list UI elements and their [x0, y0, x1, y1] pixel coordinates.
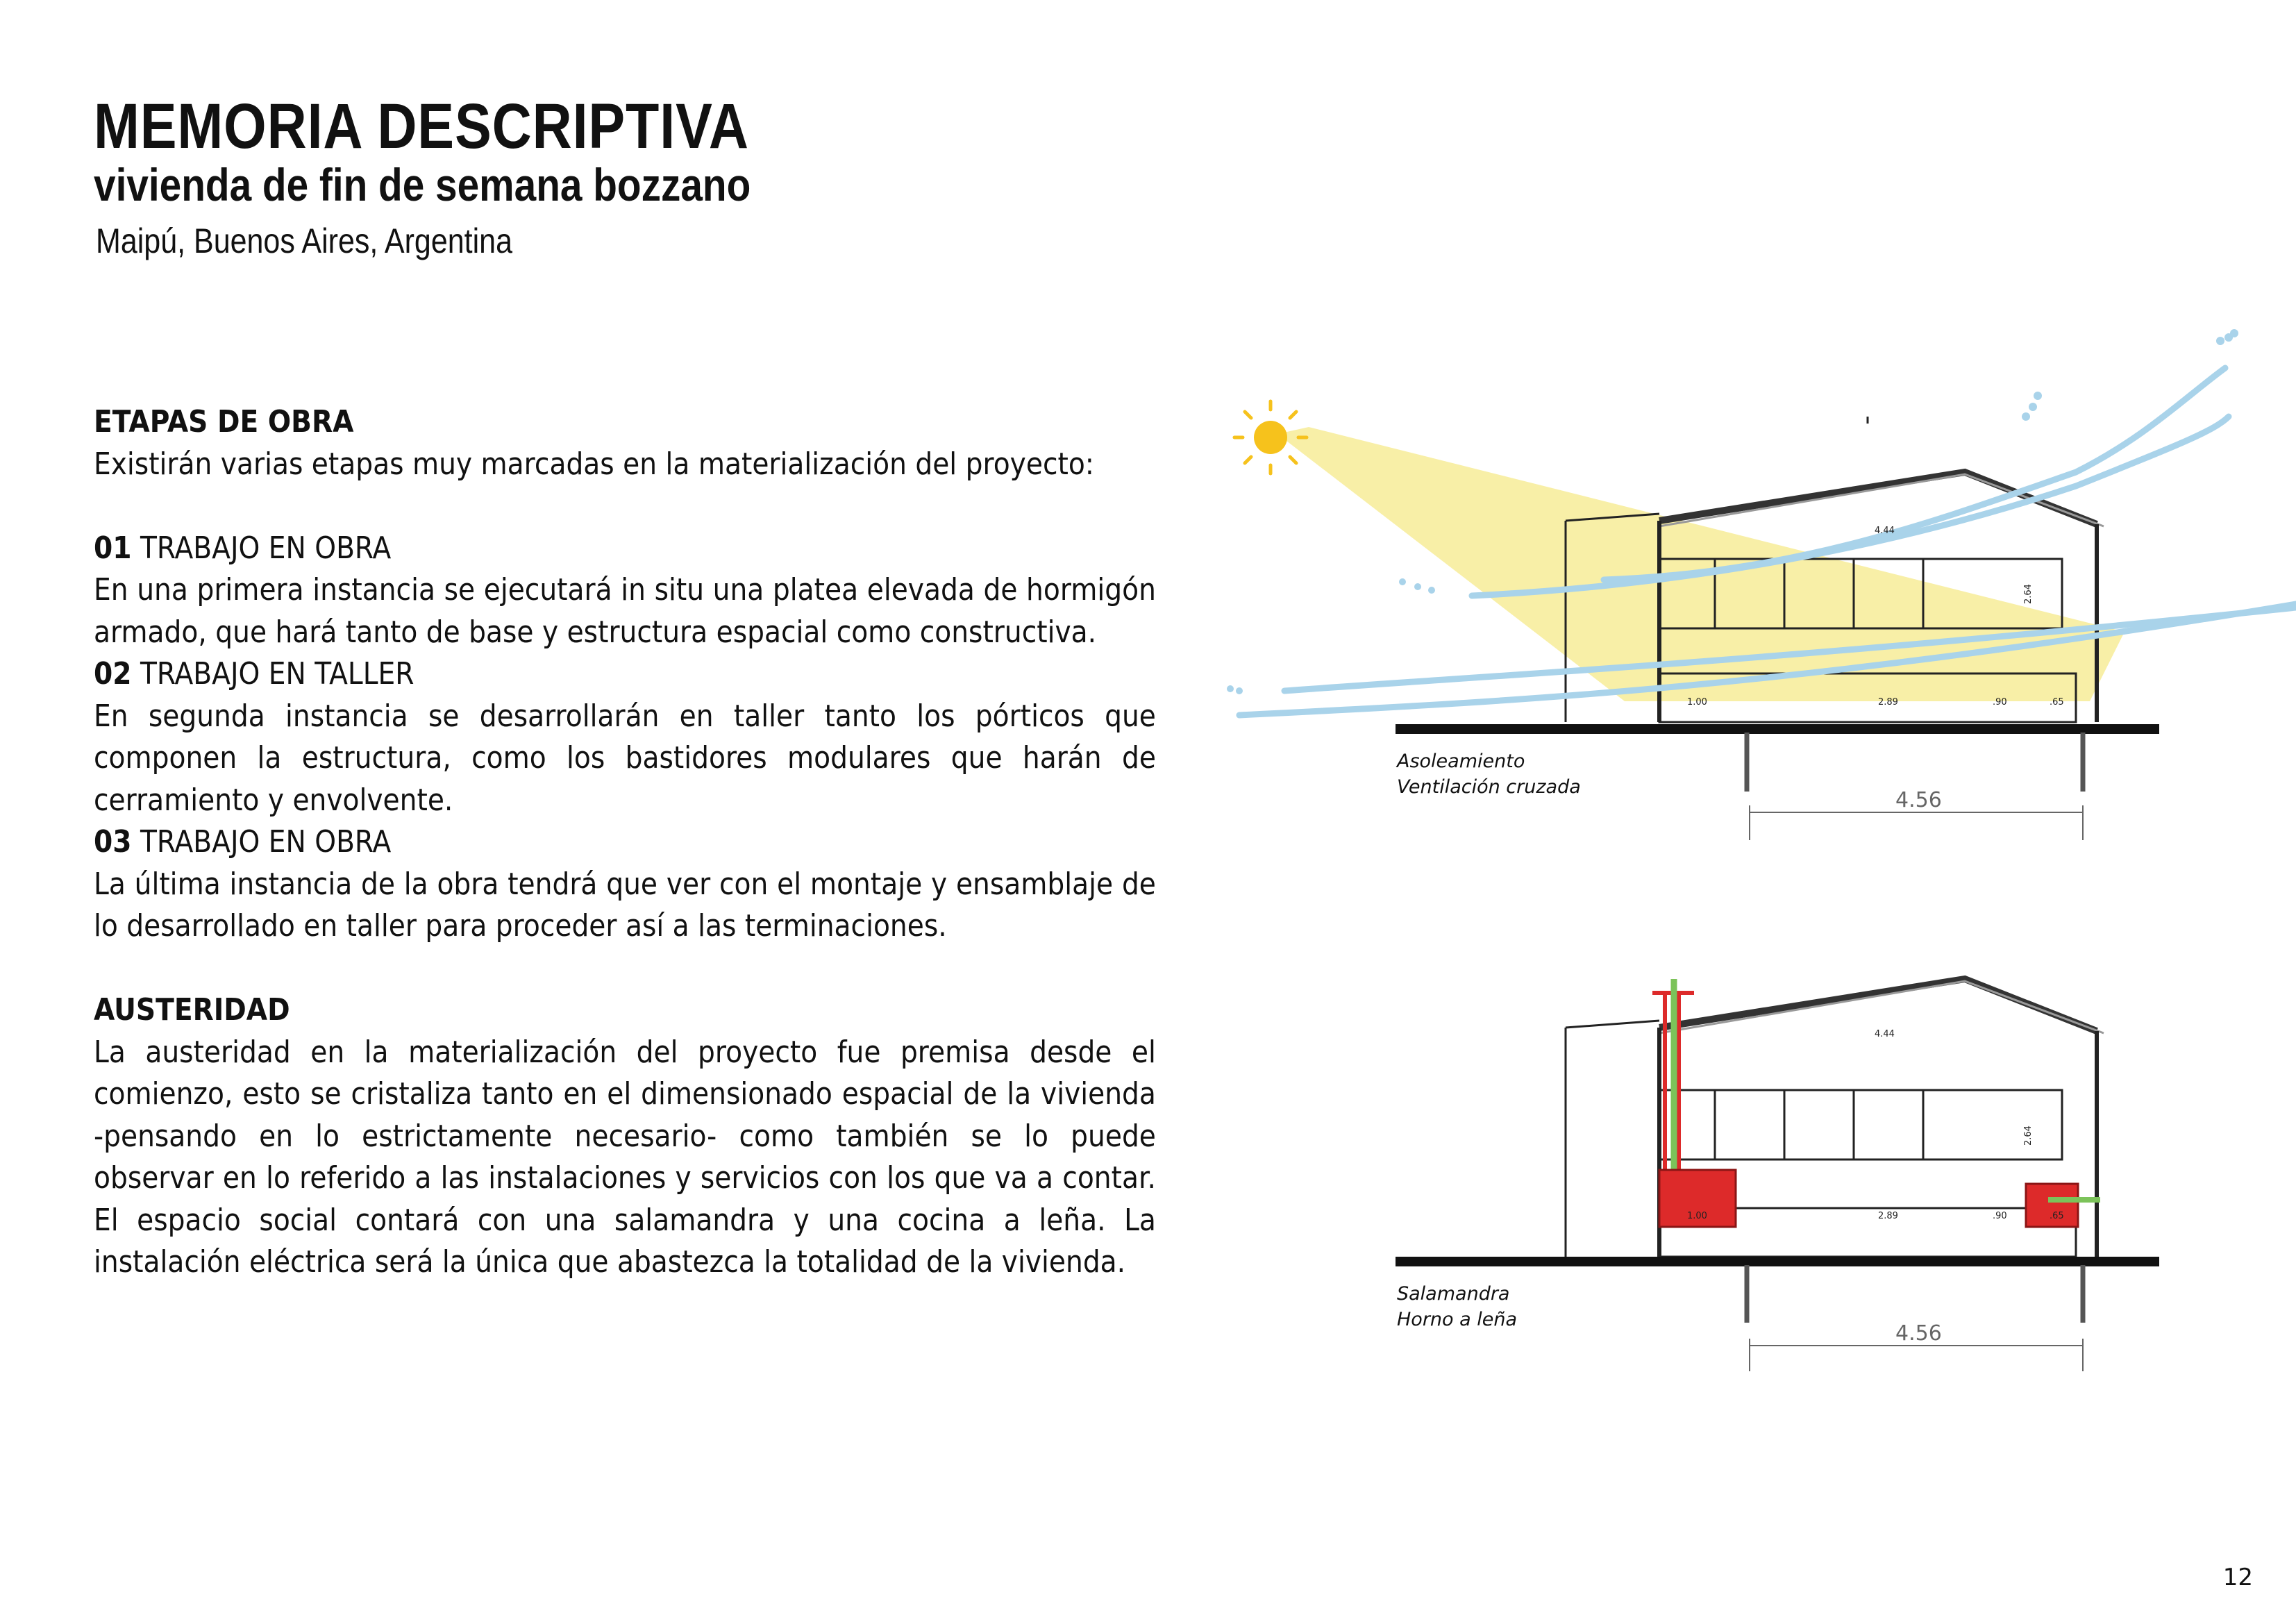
caption-line-2: Ventilación cruzada	[1397, 776, 1581, 798]
page-subtitle: vivienda de fin de semana bozzano	[94, 159, 751, 210]
dim-left: 1.00	[1687, 1211, 1707, 1221]
dim-mid: 2.89	[1878, 1211, 1898, 1221]
etapas-intro: Existirán varias etapas muy marcadas en la materialización del proyecto:	[94, 446, 1094, 482]
dim-left: 1.00	[1687, 697, 1707, 708]
text-column	[94, 401, 1156, 1284]
step-3-text: La última instancia de la obra tendrá que ver con el montaje y ensamblaje de lo desarrollado en taller para proceder así a las terminaciones.	[94, 866, 1156, 944]
dim-height: 2.64	[2023, 584, 2034, 604]
step-1-title	[94, 528, 1156, 570]
total-dimension: 4.56	[1895, 1321, 1942, 1346]
dim-d2: .65	[2050, 697, 2064, 708]
total-dimension: 4.56	[1895, 788, 1942, 812]
page-number: 12	[2222, 1564, 2253, 1591]
project-location: Maipú, Buenos Aires, Argentina	[96, 221, 512, 260]
section-diagram-sun-ventilation	[1173, 312, 2296, 854]
page-title: MEMORIA DESCRIPTIVA	[94, 91, 749, 162]
step-1-label: TRABAJO EN OBRA	[140, 530, 392, 566]
step-3-number: 03	[94, 824, 132, 860]
dim-d1: .90	[1993, 697, 2007, 708]
step-1-text: En una primera instancia se ejecutará in situ una platea elevada de hormigón armado, que hará tanto de base y estructura espacial como constructiva.	[94, 572, 1156, 650]
dim-roof: 4.44	[1875, 1029, 1895, 1039]
step-3-label: TRABAJO EN OBRA	[140, 824, 392, 860]
step-3-title	[94, 821, 1156, 864]
caption-line-1: Salamandra	[1397, 1283, 1510, 1305]
etapas-heading: ETAPAS DE OBRA	[94, 404, 354, 440]
dim-d2: .65	[2050, 1211, 2064, 1221]
step-2-number: 02	[94, 656, 132, 692]
dim-roof: 4.44	[1875, 526, 1895, 536]
caption-line-1: Asoleamiento	[1397, 751, 1525, 772]
austeridad-heading: AUSTERIDAD	[94, 992, 290, 1028]
step-1-number: 01	[94, 530, 132, 566]
dim-d1: .90	[1993, 1211, 2007, 1221]
caption-line-2: Horno a leña	[1397, 1309, 1518, 1330]
section-diagram-heating	[1319, 962, 2159, 1378]
step-2-label: TRABAJO EN TALLER	[140, 656, 414, 692]
step-2-title	[94, 653, 1156, 696]
dim-height: 2.64	[2023, 1125, 2034, 1146]
austeridad-text: La austeridad en la materialización del proyecto fue premisa desde el comienzo, esto se cristaliza tanto en el dimensionado espacial de la vivienda -pensando en lo estrictamente necesario- como también se lo puede observar en lo referido a las instalaciones y servicios con los que va a contar. El espacio social contará con una salamandra y una cocina a leña. La instalación eléctrica será la única que abastezca la totalidad de la vivienda.	[94, 1034, 1156, 1280]
dim-mid: 2.89	[1878, 697, 1898, 708]
step-2-text: En segunda instancia se desarrollarán en taller tanto los pórticos que componen la estructura, como los bastidores modulares que harán de cerramiento y envolvente.	[94, 698, 1156, 818]
house-section	[1566, 979, 2104, 1257]
